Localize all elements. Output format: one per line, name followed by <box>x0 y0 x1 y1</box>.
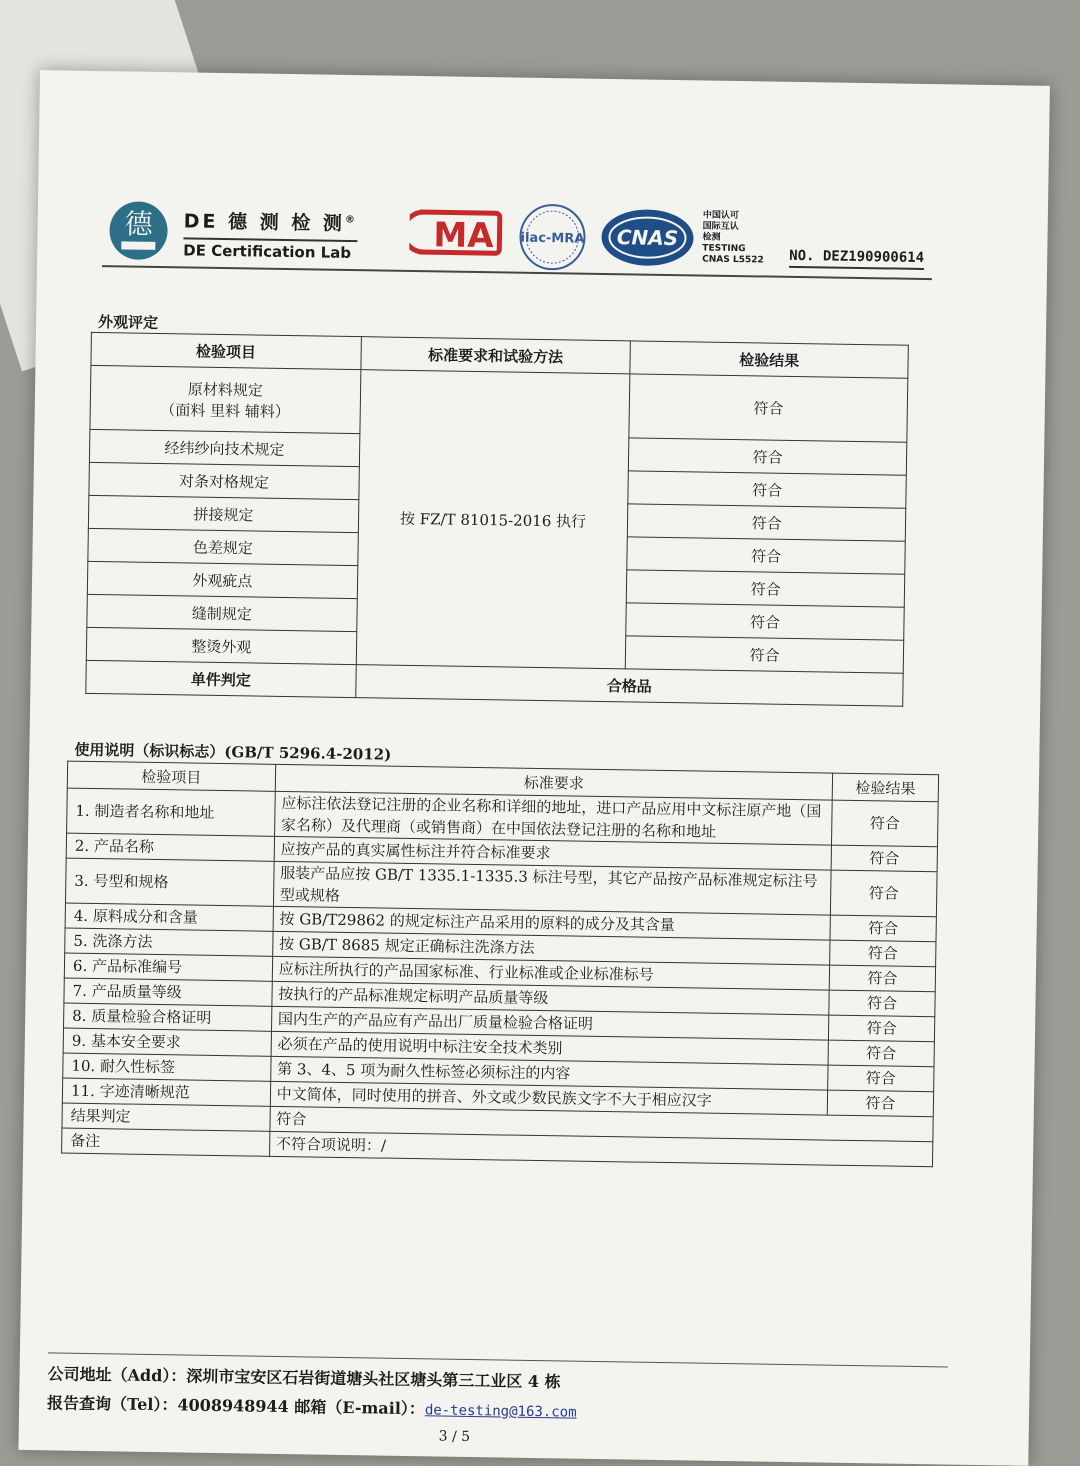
appearance-item: 拼接规定 <box>88 495 358 532</box>
labeling-requirement: 服装产品应按 GB/T 1335.1-1335.3 标注号型，其它产品按产品标准规定标注号型或规格 <box>273 861 831 915</box>
labeling-requirement: 按执行的产品标准规定标明产品质量等级 <box>272 981 830 1015</box>
labeling-result: 符合 <box>827 1090 933 1117</box>
labeling-table <box>61 761 939 1168</box>
labeling-result: 符合 <box>830 870 937 917</box>
appearance-section-title: 外观评定 <box>97 313 159 332</box>
cnas-side-line: 检测 <box>702 232 721 243</box>
labeling-item: 8. 质量检验合格证明 <box>64 1003 272 1031</box>
verdict-label: 单件判定 <box>86 660 356 697</box>
labeling-result: 符合 <box>829 990 935 1017</box>
appearance-result: 符合 <box>629 438 907 475</box>
email-link[interactable]: de-testing@163.com <box>424 1402 577 1421</box>
contact-tel: 报告查询（Tel）：4008948944 邮箱（E-mail）： <box>46 1393 426 1419</box>
cnas-logo <box>597 205 698 271</box>
registered-mark: ® <box>344 214 359 226</box>
cnas-side-line: CNAS L5522 <box>702 254 764 266</box>
appearance-result: 符合 <box>626 603 904 640</box>
labeling-item: 6. 产品标准编号 <box>64 953 272 981</box>
labeling-item: 4. 原料成分和含量 <box>65 903 273 931</box>
col-header-method: 标准要求和试验方法 <box>361 337 631 374</box>
report-header <box>97 191 988 285</box>
appearance-table <box>85 332 909 707</box>
labeling-result: 符合 <box>830 940 936 967</box>
svg-text:德: 德 <box>124 207 153 241</box>
appearance-item: 缝制规定 <box>87 594 357 631</box>
svg-text:ilac-MRA: ilac-MRA <box>520 230 585 247</box>
labeling-item: 10. 耐久性标签 <box>63 1053 271 1081</box>
labeling-item: 2. 产品名称 <box>66 833 274 861</box>
company-address: 公司地址（Add）：深圳市宝安区石岩街道塘头社区塘头第三工业区 4 栋 <box>47 1364 561 1392</box>
page-footer <box>47 1352 948 1433</box>
appearance-item: 经纬纱向技术规定 <box>89 429 359 466</box>
page-number: 3 / 5 <box>438 1428 471 1445</box>
labeling-requirement: 应标注依法登记注册的企业名称和详细的地址，进口产品应用中文标注原产地（国家名称）及代理商（或销售商）在中国依法登记注册的名称和地址 <box>274 791 832 845</box>
labeling-requirement: 第 3、4、5 项为耐久性标签必须标注的内容 <box>270 1056 828 1090</box>
svg-text:MA: MA <box>433 215 494 257</box>
brand-name-en: DE Certification Lab <box>183 237 358 262</box>
brand-block <box>183 206 358 262</box>
remark-value: 不符合项说明：/ <box>269 1131 933 1166</box>
labeling-result: 符合 <box>831 845 937 872</box>
labeling-item: 5. 洗涤方法 <box>65 928 273 956</box>
labeling-item: 9. 基本安全要求 <box>63 1028 271 1056</box>
cnas-side-line: TESTING <box>702 243 746 255</box>
appearance-result: 符合 <box>629 374 908 442</box>
appearance-item: 色差规定 <box>88 528 358 565</box>
col-header-item: 检验项目 <box>67 761 275 791</box>
verdict-value: 合格品 <box>355 665 903 707</box>
col-header-result: 检验结果 <box>630 341 908 378</box>
labeling-requirement: 应标注所执行的产品国家标准、行业标准或企业标准标号 <box>272 956 830 990</box>
appearance-item: 原材料规定 （面料 里料 辅料） <box>90 365 361 433</box>
col-header-requirement: 标准要求 <box>275 764 833 800</box>
labeling-result: 符合 <box>829 965 935 992</box>
appearance-result: 符合 <box>627 537 905 574</box>
conclusion-label: 结果判定 <box>62 1103 270 1131</box>
col-header-item: 检验项目 <box>91 332 361 369</box>
appearance-item: 对条对格规定 <box>89 462 359 499</box>
svg-text:CNAS: CNAS <box>616 225 679 251</box>
cma-logo <box>409 206 506 260</box>
report-page <box>18 70 1050 1466</box>
labeling-item: 11. 字迹清晰规范 <box>62 1078 270 1106</box>
de-lab-logo <box>107 199 170 262</box>
appearance-result: 符合 <box>627 570 905 607</box>
ilac-mra-logo <box>512 202 593 273</box>
brand-name-cn: DE 德 测 检 测 <box>183 210 346 235</box>
labeling-requirement: 必须在产品的使用说明中标注安全技术类别 <box>271 1031 829 1065</box>
labeling-requirement: 国内生产的产品应有产品出厂质量检验合格证明 <box>271 1006 829 1040</box>
cnas-side-line: 中国认可 <box>702 210 739 222</box>
cnas-accreditation-text <box>702 210 764 266</box>
appearance-item: 外观疵点 <box>87 561 357 598</box>
labeling-result: 符合 <box>828 1065 934 1092</box>
labeling-requirement: 中文简体，同时使用的拼音、外文或少数民族文字不大于相应汉字 <box>270 1081 828 1115</box>
labeling-result: 符合 <box>832 800 939 847</box>
labeling-item: 7. 产品质量等级 <box>64 978 272 1006</box>
labeling-section-title: 使用说明（标识标志）(GB/T 5296.4-2012) <box>74 740 392 764</box>
cnas-side-line: 国际互认 <box>702 221 739 233</box>
remark-label: 备注 <box>62 1128 270 1156</box>
labeling-item: 1. 制造者名称和地址 <box>67 788 275 836</box>
conclusion-value: 符合 <box>270 1106 934 1141</box>
labeling-result: 符合 <box>829 1015 935 1042</box>
appearance-item: 整烫外观 <box>86 627 356 664</box>
appearance-result: 符合 <box>626 636 904 673</box>
appearance-method: 按 FZ/T 81015-2016 执行 <box>356 370 630 669</box>
appearance-result: 符合 <box>628 504 906 541</box>
labeling-result: 符合 <box>830 915 936 942</box>
col-header-result: 检验结果 <box>832 773 938 802</box>
labeling-result: 符合 <box>828 1040 934 1067</box>
labeling-requirement: 按 GB/T 8685 规定正确标注洗涤方法 <box>272 931 830 965</box>
appearance-result: 符合 <box>628 471 906 508</box>
labeling-requirement: 应按产品的真实属性标注并符合标准要求 <box>274 836 832 870</box>
report-number: NO. DEZ190900614 <box>789 248 924 270</box>
labeling-requirement: 按 GB/T29862 的规定标注产品采用的原料的成分及其含量 <box>273 906 831 940</box>
labeling-item: 3. 号型和规格 <box>65 858 273 906</box>
